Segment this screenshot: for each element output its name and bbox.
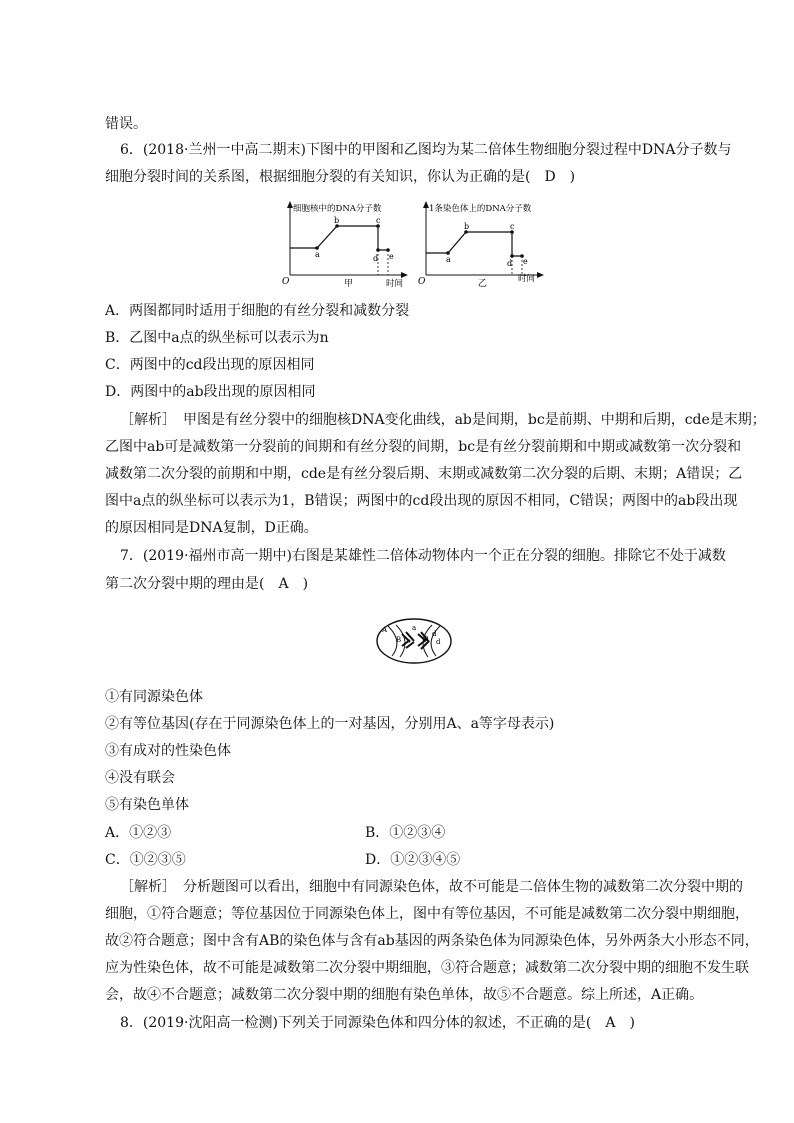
label-d: d xyxy=(507,259,513,268)
label-a: a xyxy=(446,255,451,264)
q6-graph-yi xyxy=(418,198,548,290)
q6-option-b: B．乙图中a点的纵坐标可以表示为n xyxy=(105,330,329,346)
q6-analysis-line-1: ［解析］ 甲图是有丝分裂中的细胞核DNA变化曲线，ab是间期，bc是前期、中期和后期，cde是末期； xyxy=(120,412,766,428)
graph-yi-caption: 乙 xyxy=(478,279,488,289)
dna-curve xyxy=(426,232,522,256)
graph-jia-caption: 甲 xyxy=(344,279,354,289)
point-d xyxy=(376,248,380,252)
cell-svg xyxy=(374,616,454,666)
label-b: b xyxy=(334,216,340,225)
label-d: d xyxy=(373,254,379,263)
graph-yi-svg xyxy=(418,198,548,290)
q7-stem-line-1: 7．(2019·福州市高一期中)右图是某雄性二倍体动物体内一个正在分裂的细胞。排除它不处于减数 xyxy=(120,548,726,564)
q6-analysis-line-2: 乙图中ab可是减数第一分裂前的间期和有丝分裂的间期，bc是有丝分裂前期和中期或减数第一次分裂和 xyxy=(105,439,742,455)
q6-option-d: D．两图中的ab段出现的原因相同 xyxy=(105,384,316,400)
label-c: c xyxy=(510,222,515,231)
q7-option-c: C．①②③⑤ xyxy=(105,852,186,868)
q6-analysis-line-4: 图中a点的纵坐标可以表示为1，B错误；两图中的cd段出现的原因不相同，C错误；两图中的ab段出现 xyxy=(105,493,738,509)
q7-statement-5: ⑤有染色单体 xyxy=(105,797,189,813)
q6-option-c: C．两图中的cd段出现的原因相同 xyxy=(105,357,315,373)
q7-statement-1: ①有同源染色体 xyxy=(105,689,203,705)
q6-analysis-line-5: 的原因相同是DNA复制，D正确。 xyxy=(105,520,318,536)
gene-d-2: d xyxy=(436,638,441,646)
chromosome-pair-1 xyxy=(402,632,414,648)
q7-cell-diagram xyxy=(374,616,454,666)
gene-A: A xyxy=(382,626,388,634)
q6-option-a: A．两图都同时适用于细胞的有丝分裂和减数分裂 xyxy=(105,303,410,319)
q7-analysis-line-5: 会，故④不合题意；减数第二次分裂中期的细胞有染色单体，故⑤不合题意。综上所述，A正确。 xyxy=(105,987,704,1003)
q7-analysis-line-4: 应为性染色体，故不可能是减数第二次分裂中期细胞，③符合题意；减数第二次分裂中期的细胞不发生联 xyxy=(105,960,749,976)
q7-option-a: A．①②③ xyxy=(105,825,172,841)
x-axis-arrow xyxy=(537,272,544,278)
graph-jia-xlabel: 时间 xyxy=(386,279,404,289)
gene-b: b xyxy=(424,634,429,642)
origin-o: O xyxy=(418,277,426,287)
gene-d-1: d xyxy=(432,630,437,638)
q7-option-b: B．①②③④ xyxy=(365,825,446,841)
intro-line: 错误。 xyxy=(105,116,147,132)
q6-stem-line-1: 6．(2018·兰州一中高二期末)下图中的甲图和乙图均为某二倍体生物细胞分裂过程中DNA分子数与 xyxy=(120,142,732,158)
q7-statement-4: ④没有联会 xyxy=(105,770,175,786)
label-e: e xyxy=(523,257,528,266)
q7-statement-2: ②有等位基因(存在于同源染色体上的一对基因，分别用A、a等字母表示) xyxy=(105,716,555,732)
graph-jia-ylabel: 细胞核中的DNA分子数 xyxy=(293,204,382,214)
graph-jia-svg xyxy=(282,198,412,290)
label-e: e xyxy=(389,252,394,261)
q7-statement-3: ③有成对的性染色体 xyxy=(105,743,231,759)
gene-a: a xyxy=(412,624,417,632)
q7-stem-line-2: 第二次分裂中期的理由是( A ) xyxy=(105,576,309,592)
point-d xyxy=(510,254,514,258)
origin-o: O xyxy=(282,277,290,287)
q7-analysis-line-3: 故②符合题意；图中含有AB的染色体与含有ab基因的两条染色体为同源染色体，另外两条大小形态不同， xyxy=(105,933,759,949)
q6-analysis-line-3: 减数第二次分裂的前期和中期，cde是有丝分裂后期、末期或减数第二次分裂的后期、末期；A错误；乙 xyxy=(105,466,743,482)
q7-analysis-line-2: 细胞，①符合题意；等位基因位于同源染色体上，图中有等位基因，不可能是减数第二次分裂中期细胞， xyxy=(105,906,749,922)
dna-curve xyxy=(290,226,388,250)
q6-graph-jia xyxy=(282,198,412,290)
gene-B: B xyxy=(396,636,402,644)
label-a: a xyxy=(315,250,320,259)
graph-yi-ylabel: 1条染色体上的DNA分子数 xyxy=(429,204,532,214)
q7-option-d: D．①②③④⑤ xyxy=(365,852,461,868)
q8-stem-line-1: 8．(2019·沈阳高一检测)下列关于同源染色体和四分体的叙述，不正确的是( A ) xyxy=(120,1015,635,1031)
label-b: b xyxy=(464,222,470,231)
label-c: c xyxy=(376,216,381,225)
q7-analysis-line-1: ［解析］ 分析题图可以看出，细胞中有同源染色体，故不可能是二倍体生物的减数第二次分裂中期的 xyxy=(120,879,743,895)
q6-stem-line-2: 细胞分裂时间的关系图，根据细胞分裂的有关知识，你认为正确的是( D ) xyxy=(105,169,576,185)
graph-yi-xlabel: 时间 xyxy=(518,274,536,284)
x-axis-arrow xyxy=(401,272,408,278)
